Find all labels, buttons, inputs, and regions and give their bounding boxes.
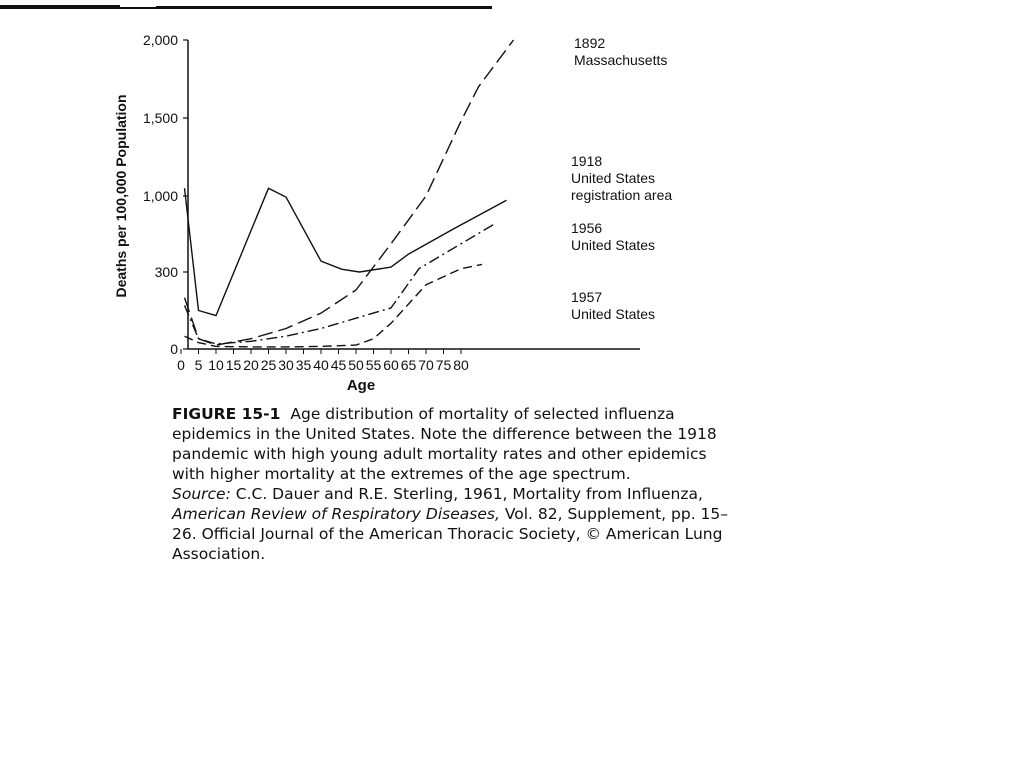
x-tick-label: 20 xyxy=(243,357,259,373)
x-axis xyxy=(177,349,640,394)
x-axis-label: Age xyxy=(346,377,376,394)
series-line-1957 xyxy=(185,264,483,347)
source-label: Source: xyxy=(172,485,231,503)
source-journal: American Review of Respiratory Diseases, xyxy=(172,505,500,523)
x-tick-label: 0 xyxy=(177,357,185,373)
x-tick-label: 65 xyxy=(400,357,417,373)
x-tick-label: 25 xyxy=(260,357,277,373)
y-axis-label: Deaths per 100,000 Population xyxy=(113,94,129,298)
series-label-1892: 1892 Massachusetts xyxy=(574,35,668,68)
source-details: Vol. 82, Supplement, pp. 15–26. Official Journal of the American Thoracic Society, © American Lung Association. xyxy=(172,505,729,563)
figure-caption xyxy=(172,404,732,564)
series-line-1892 xyxy=(185,40,514,345)
x-tick-label: 55 xyxy=(365,357,382,373)
x-tick-label: 10 xyxy=(208,357,224,373)
y-tick-label: 2,000 xyxy=(142,32,178,48)
x-tick-label: 60 xyxy=(383,357,399,373)
source-authors: C.C. Dauer and R.E. Sterling, 1961, Mortality from Influenza, xyxy=(235,485,703,503)
x-tick-label: 75 xyxy=(435,357,452,373)
y-tick-label: 1,000 xyxy=(142,188,178,204)
series-label-1956: 1956 United States xyxy=(571,220,656,253)
y-tick-label: 300 xyxy=(154,264,178,280)
y-axis xyxy=(113,32,188,357)
figure-label: FIGURE 15-1 xyxy=(172,405,281,423)
series-line-1956 xyxy=(185,223,497,344)
x-tick-label: 40 xyxy=(313,357,329,373)
series-labels xyxy=(571,35,672,322)
x-tick-label: 30 xyxy=(278,357,294,373)
caption-text: Age distribution of mortality of selected influenza epidemics in the United States. Note the difference between the 1918 pandemic with high young adult mortality rates and other epidemics with higher mortality at the extremes of the age spectrum. xyxy=(172,405,717,483)
x-tick-label: 15 xyxy=(225,357,242,373)
series-label-1957: 1957 United States xyxy=(571,289,656,322)
y-tick-label: 1,500 xyxy=(142,110,178,126)
x-tick-label: 70 xyxy=(418,357,434,373)
x-tick-label: 80 xyxy=(453,357,469,373)
x-tick-label: 45 xyxy=(330,357,347,373)
series-label-1918: 1918 United States registration area xyxy=(571,153,673,203)
x-tick-label: 5 xyxy=(194,357,203,373)
series-lines xyxy=(185,40,514,347)
caption-source xyxy=(172,484,732,564)
x-tick-label: 35 xyxy=(295,357,312,373)
caption-text-block xyxy=(172,404,732,484)
x-tick-label: 50 xyxy=(348,357,364,373)
y-tick-label: 0 xyxy=(170,341,178,357)
